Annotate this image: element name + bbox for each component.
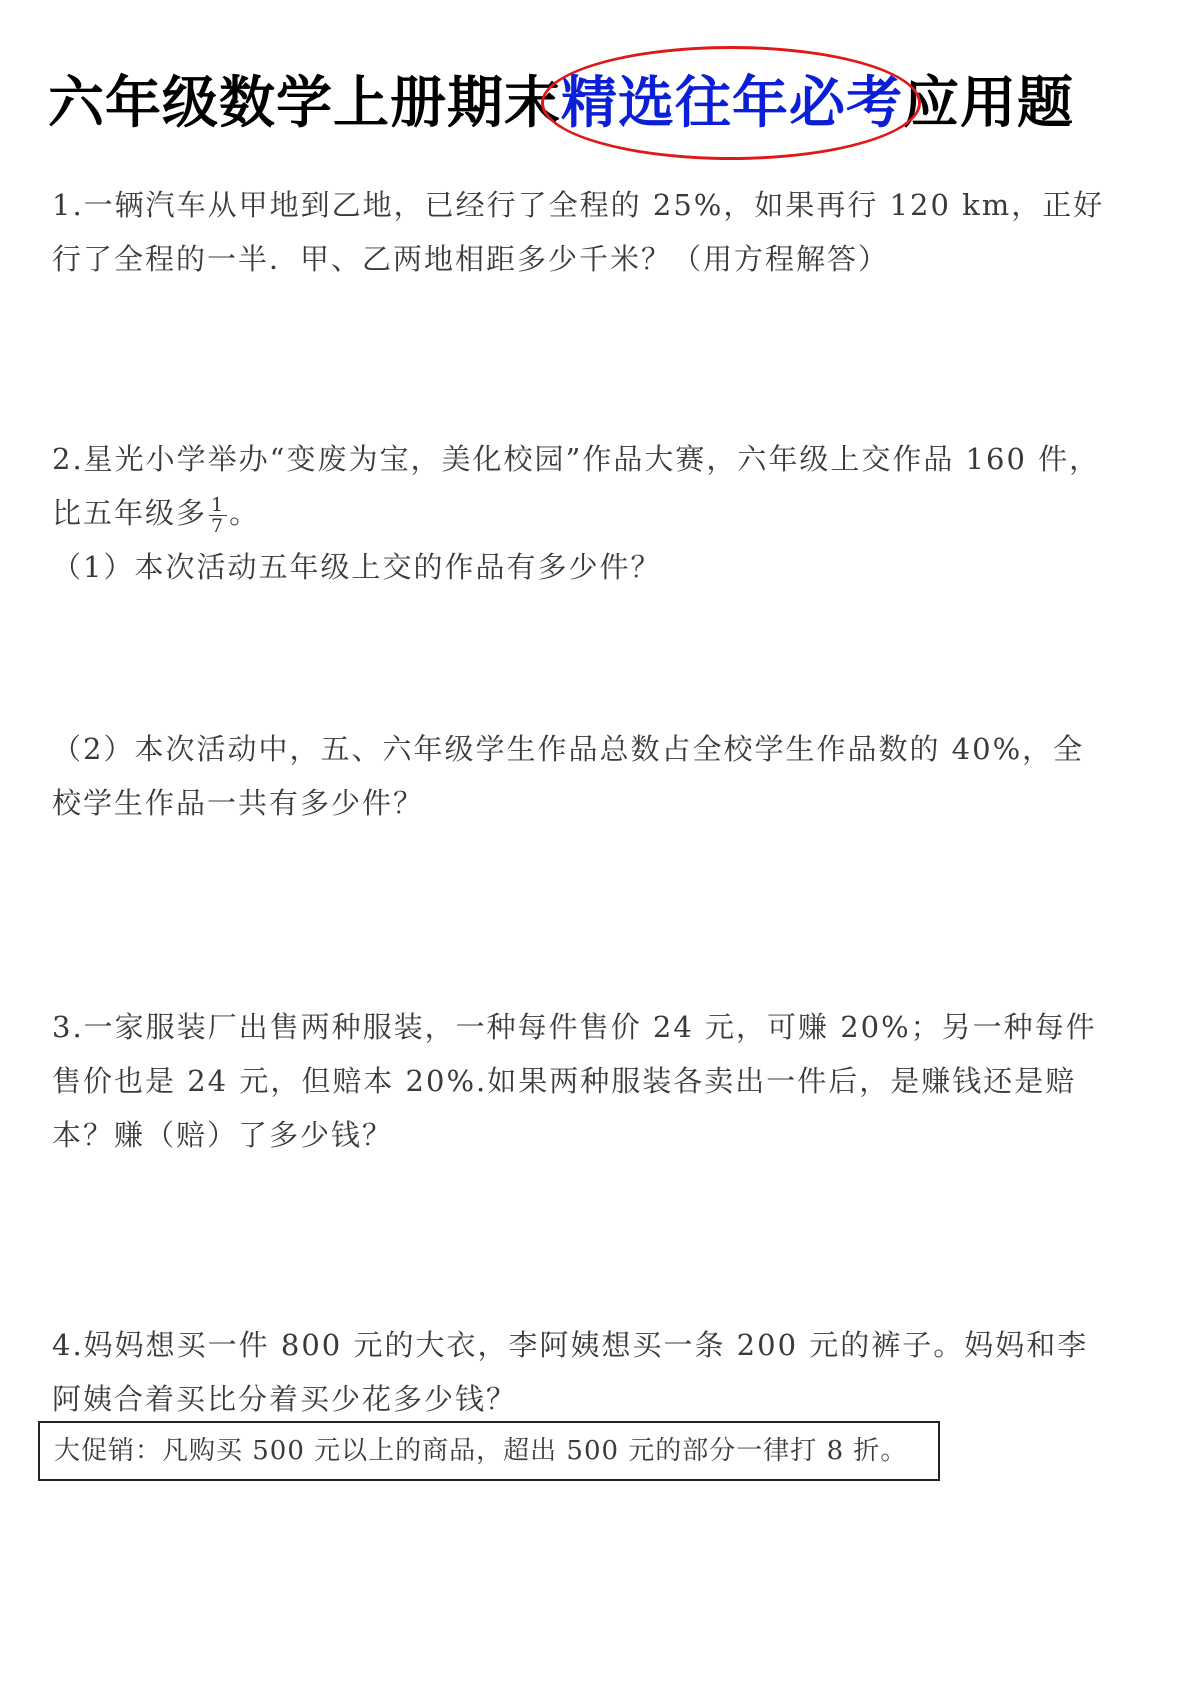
title-part-2: 应用题 <box>903 71 1074 136</box>
question-2-line-1: 2.星光小学举办“变废为宝，美化校园”作品大赛，六年级上交作品 160 件， <box>52 442 1101 476</box>
question-2 <box>52 432 1142 594</box>
question-2-line-2 <box>52 486 1142 540</box>
page-title <box>48 62 1158 146</box>
question-1-line-1: 1.一辆汽车从甲地到乙地，已经行了全程的 25%，如果再行 120 km，正好 <box>52 188 1105 222</box>
fraction-denominator: 7 <box>211 514 226 537</box>
title-highlight <box>561 62 903 146</box>
question-1-line-2: 行了全程的一半．甲、乙两地相距多少千米？（用方程解答） <box>52 242 890 276</box>
question-2-part-2 <box>52 722 1142 830</box>
title-part-1: 六年级数学上册期末 <box>48 71 561 136</box>
question-4-line-2: 阿姨合着买比分着买少花多少钱？ <box>52 1382 518 1416</box>
fraction-numerator: 1 <box>211 493 226 516</box>
question-2-line-2-end: 。 <box>229 496 261 530</box>
question-4 <box>52 1318 1142 1426</box>
highlight-circle <box>541 46 921 160</box>
question-3-line-1: 3.一家服装厂出售两种服装，一种每件售价 24 元，可赚 20%；另一种每件 <box>52 1010 1097 1044</box>
question-3-line-3: 本？赚（赔）了多少钱？ <box>52 1118 394 1152</box>
question-3 <box>52 1000 1142 1162</box>
question-2-sub-2-line-2: 校学生作品一共有多少件？ <box>52 786 425 820</box>
question-2-line-2-text: 比五年级多 <box>52 496 208 530</box>
question-4-line-1: 4.妈妈想买一件 800 元的大衣，李阿姨想买一条 200 元的裤子。妈妈和李 <box>52 1328 1089 1362</box>
promo-box: 大促销：凡购买 500 元以上的商品，超出 500 元的部分一律打 8 折。 <box>38 1421 940 1481</box>
question-1 <box>52 178 1142 286</box>
question-2-sub-2-line-1: （2）本次活动中，五、六年级学生作品总数占全校学生作品数的 40%，全 <box>52 732 1085 766</box>
question-2-sub-1: （1）本次活动五年级上交的作品有多少件？ <box>52 550 662 584</box>
fraction <box>209 495 227 536</box>
question-3-line-2: 售价也是 24 元，但赔本 20%.如果两种服装各卖出一件后，是赚钱还是赔 <box>52 1064 1077 1098</box>
title-highlight-text: 精选往年必考 <box>561 71 903 136</box>
